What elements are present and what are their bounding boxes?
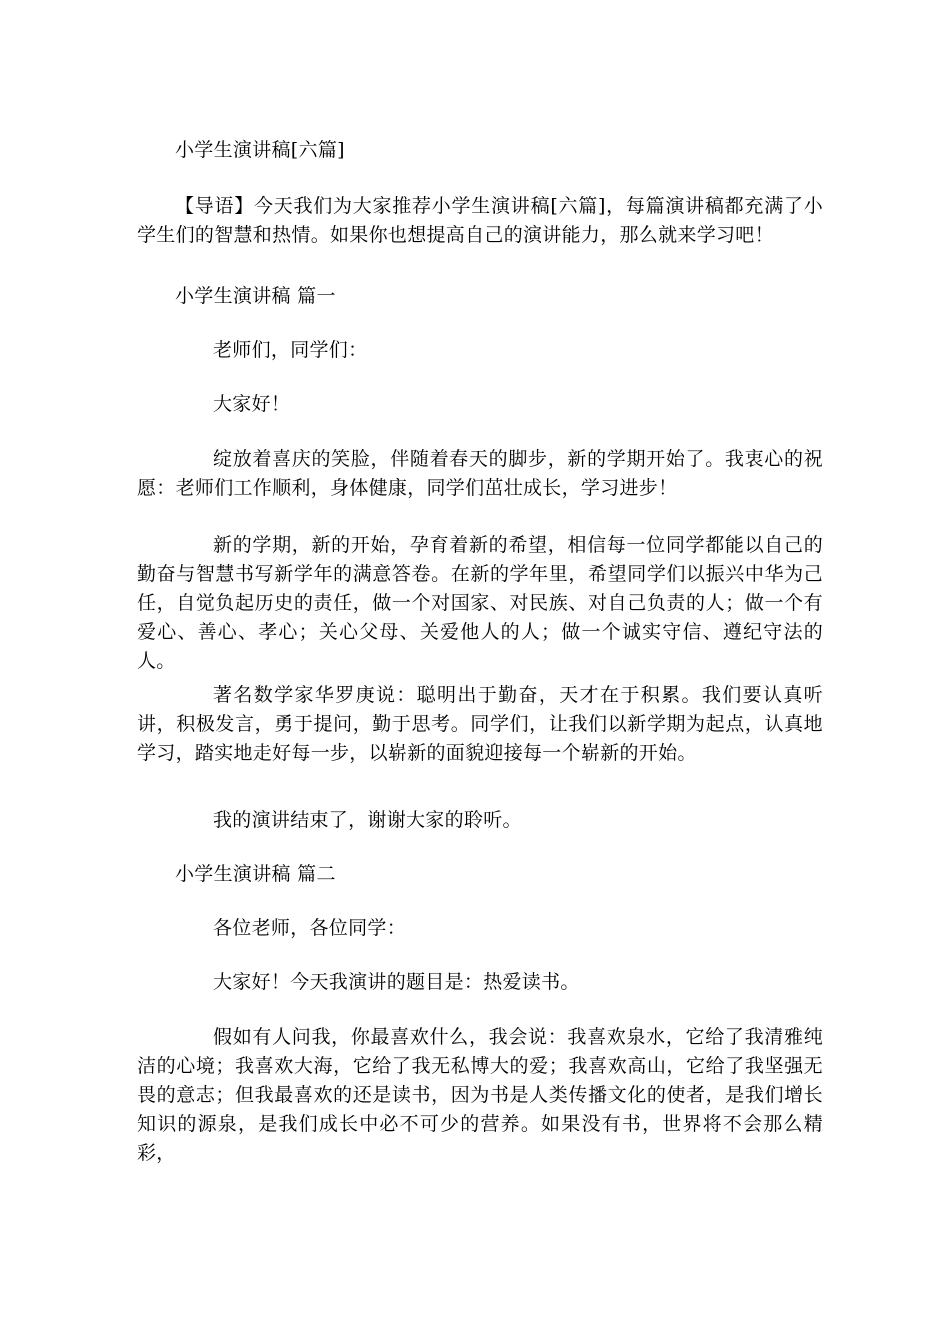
intro-paragraph: 【导语】今天我们为大家推荐小学生演讲稿[六篇]，每篇演讲稿都充满了小学生们的智慧和热情。如果你也想提高自己的演讲能力，那么就来学习吧！: [137, 195, 823, 246]
speech2-greeting: 大家好！今天我演讲的题目是：热爱读书。: [213, 971, 580, 993]
document-title: 小学生演讲稿[六篇]: [175, 139, 345, 161]
speech2-paragraph-1: 假如有人问我，你最喜欢什么，我会说：我喜欢泉水，它给了我清雅纯洁的心境；我喜欢大海，它给了我无私博大的爱；我喜欢高山，它给了我坚强无畏的意志；但我最喜欢的还是读书，因为书是人类传播文化的使者，是我们增长知识的源泉，是我们成长中必不可少的营养。如果没有书，世界将不会那么精彩，: [137, 1026, 823, 1164]
speech2-salutation: 各位老师，各位同学：: [213, 917, 407, 939]
speech1-paragraph-2: 新的学期，新的开始，孕育着新的希望，相信每一位同学都能以自己的勤奋与智慧书写新学年的满意答卷。在新的学年里，希望同学们以振兴中华为己任，自觉负起历史的责任，做一个对国家、对民族、对自己负责的人；做一个有爱心、善心、孝心；关心父母、关爱他人的人；做一个诚实守信、遵纪守法的人。: [137, 534, 823, 672]
speech1-paragraph-1: 绽放着喜庆的笑脸，伴随着春天的脚步，新的学期开始了。我衷心的祝愿：老师们工作顺利，身体健康，同学们茁壮成长，学习进步！: [137, 448, 823, 499]
speech1-salutation: 老师们，同学们：: [213, 339, 368, 361]
speech1-closing: 我的演讲结束了，谢谢大家的聆听。: [213, 809, 522, 831]
speech2-heading: 小学生演讲稿 篇二: [175, 863, 336, 885]
speech1-greeting: 大家好！: [213, 393, 291, 415]
speech1-paragraph-3: 著名数学家华罗庚说：聪明出于勤奋，天才在于积累。我们要认真听讲，积极发言，勇于提问，勤于思考。同学们，让我们以新学期为起点，认真地学习，踏实地走好每一步，以崭新的面貌迎接每一个崭新的开始。: [137, 684, 823, 764]
speech1-heading: 小学生演讲稿 篇一: [175, 285, 336, 307]
